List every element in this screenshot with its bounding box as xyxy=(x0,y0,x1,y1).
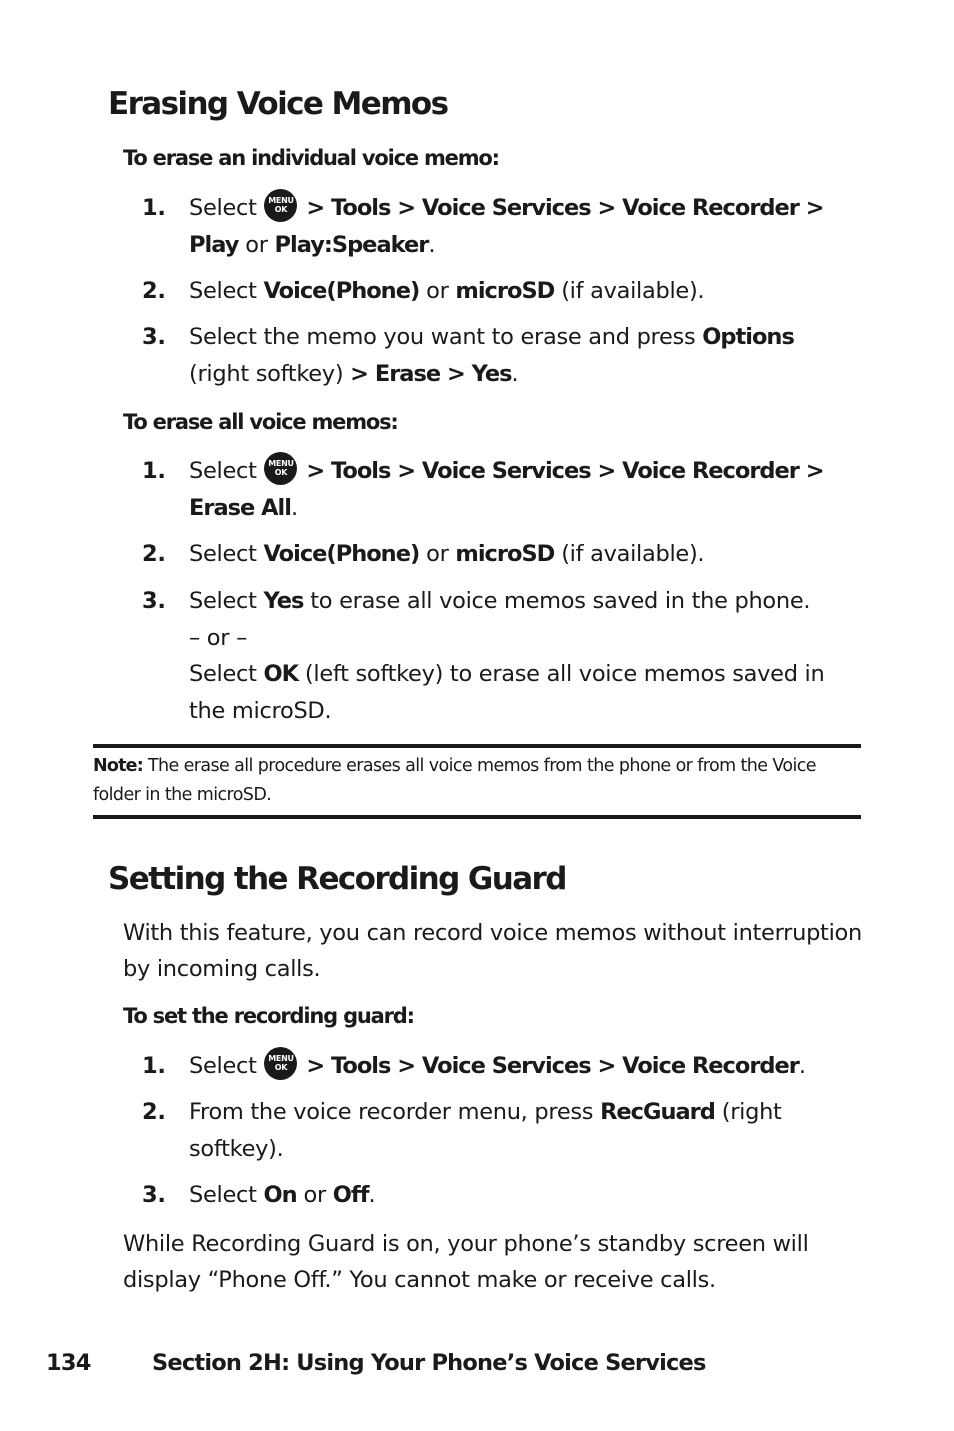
step-text: Select Voice(Phone) or microSD (if available). xyxy=(189,278,705,304)
step-number: 1. xyxy=(142,1053,166,1079)
subheading-recording-guard: To set the recording guard: xyxy=(123,1004,414,1028)
subheading-individual: To erase an individual voice memo: xyxy=(123,146,499,170)
subheading-all: To erase all voice memos: xyxy=(123,410,398,434)
step-number: 1. xyxy=(142,458,166,484)
intro-paragraph: With this feature, you can record voice memos without interruption by incoming calls. xyxy=(123,920,862,982)
note-top-rule xyxy=(93,744,861,748)
step-text: Select On or Off. xyxy=(189,1182,376,1208)
step-number: 2. xyxy=(142,541,166,567)
step-text: Select MENU OK > Tools > Voice Services > Voice Recorder > Play or Play:Speaker. xyxy=(189,190,859,263)
step-text: From the voice recorder menu, press RecGuard (right softkey). xyxy=(189,1099,782,1162)
note-box xyxy=(93,752,861,810)
step-text: Select MENU OK > Tools > Voice Services > Voice Recorder. xyxy=(189,1048,859,1085)
menu-path: > Tools > Voice Services > Voice Recorder xyxy=(306,1053,799,1079)
note-label: Note: xyxy=(93,756,143,776)
step-text: Select Voice(Phone) or microSD (if available). xyxy=(189,541,705,567)
step-number: 3. xyxy=(142,1182,166,1208)
menu-path: > Tools > Voice Services > Voice Recorder > xyxy=(306,458,824,484)
menu-ok-key-icon: MENU OK xyxy=(264,189,297,222)
menu-ok-key-icon: MENU OK xyxy=(264,452,297,485)
closing-paragraph: While Recording Guard is on, your phone’s standby screen will display “Phone Off.” You cannot make or receive calls. xyxy=(123,1231,809,1293)
step-number: 2. xyxy=(142,278,166,304)
note-bottom-rule xyxy=(93,815,861,819)
note-text: The erase all procedure erases all voice memos from the phone or from the Voice folder in the microSD. xyxy=(93,756,816,805)
step-number: 3. xyxy=(142,588,166,614)
step-number: 3. xyxy=(142,324,166,350)
page-number: 134 xyxy=(46,1350,91,1376)
step-text: Select Yes to erase all voice memos saved in the phone. – or – Select OK (left softkey) to erase all voice memos saved in the microSD. xyxy=(189,588,825,724)
menu-path: > Tools > Voice Services > Voice Recorder > xyxy=(306,195,824,221)
step-text: Select the memo you want to erase and press Options (right softkey) > Erase > Yes. xyxy=(189,324,794,387)
footer-section-label: Section 2H: Using Your Phone’s Voice Services xyxy=(152,1350,706,1376)
step-number: 1. xyxy=(142,195,166,221)
step-number: 2. xyxy=(142,1099,166,1125)
step-text: Select MENU OK > Tools > Voice Services > Voice Recorder > Erase All. xyxy=(189,453,859,526)
menu-ok-key-icon: MENU OK xyxy=(264,1047,297,1080)
section-title-erasing: Erasing Voice Memos xyxy=(108,86,448,122)
section-title-recording-guard: Setting the Recording Guard xyxy=(108,861,566,897)
